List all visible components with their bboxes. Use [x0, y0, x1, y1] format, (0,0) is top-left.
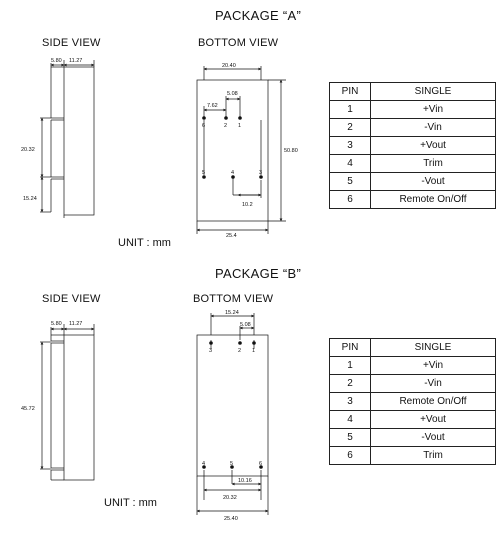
pin-number: 5 — [230, 461, 234, 467]
pin-cell: 2 — [330, 375, 371, 393]
pin-number: 6 — [202, 123, 206, 129]
package-b-bottom-view-label: BOTTOM VIEW — [193, 293, 274, 305]
table-row — [330, 411, 496, 429]
function-cell: Trim — [371, 155, 496, 173]
pin-cell: 6 — [330, 447, 371, 465]
function-cell: -Vout — [371, 429, 496, 447]
table-row — [330, 173, 496, 191]
dim-label: 20.40 — [222, 63, 236, 69]
dim-label: 20.32 — [21, 147, 35, 153]
pin-cell: 1 — [330, 101, 371, 119]
pin-cell: 3 — [330, 393, 371, 411]
pin-number: 4 — [202, 461, 206, 467]
pin-cell: 6 — [330, 191, 371, 209]
package-b-bottom-view-drawing — [197, 313, 268, 515]
dim-label: 5.08 — [240, 322, 251, 328]
column-header-pin: PIN — [330, 83, 371, 101]
pin-cell: 4 — [330, 155, 371, 173]
package-b-pin-table — [329, 338, 496, 465]
pin-cell: 5 — [330, 429, 371, 447]
dim-label: 15.24 — [225, 310, 239, 316]
pin-number: 5 — [202, 170, 206, 176]
table-row — [330, 119, 496, 137]
dim-label: 25.40 — [224, 516, 238, 522]
column-header-pin: PIN — [330, 339, 371, 357]
pin-dot — [238, 116, 242, 120]
pin-number: 2 — [224, 123, 228, 129]
dim-label: 10.16 — [238, 478, 252, 484]
dim-label: 11.27 — [69, 321, 83, 327]
pin-dot — [252, 341, 256, 345]
function-cell: +Vout — [371, 411, 496, 429]
dim-label: 45.72 — [21, 406, 35, 412]
package-a-bottom-view-drawing — [197, 66, 286, 234]
package-b-title: PACKAGE “B” — [215, 266, 302, 281]
pin-dot — [238, 341, 242, 345]
package-a-side-view-label: SIDE VIEW — [42, 37, 101, 49]
function-cell: +Vout — [371, 137, 496, 155]
pin-number: 1 — [238, 123, 242, 129]
dim-label: 5.80 — [51, 58, 62, 64]
table-row — [330, 155, 496, 173]
function-cell: -Vin — [371, 375, 496, 393]
package-b-side-view-label: SIDE VIEW — [42, 293, 101, 305]
pin-dot — [224, 116, 228, 120]
package-b-side-view-drawing — [40, 324, 94, 480]
table-row — [330, 191, 496, 209]
package-a-unit: UNIT : mm — [118, 237, 171, 249]
dim-label: 50.80 — [284, 148, 298, 154]
pin-number: 2 — [238, 348, 242, 354]
table-row — [330, 447, 496, 465]
dim-label: 5.80 — [51, 321, 62, 327]
pin-cell: 5 — [330, 173, 371, 191]
dim-label: 15.24 — [23, 196, 37, 202]
pin-cell: 2 — [330, 119, 371, 137]
column-header-single: SINGLE — [371, 83, 496, 101]
table-header-row — [330, 83, 496, 101]
function-cell: -Vin — [371, 119, 496, 137]
table-header-row — [330, 339, 496, 357]
pin-dot — [202, 116, 206, 120]
table-row — [330, 137, 496, 155]
function-cell: -Vout — [371, 173, 496, 191]
pin-cell: 4 — [330, 411, 371, 429]
dim-label: 7.62 — [207, 103, 218, 109]
package-b-unit: UNIT : mm — [104, 497, 157, 509]
pin-cell: 1 — [330, 357, 371, 375]
function-cell: +Vin — [371, 101, 496, 119]
dim-label: 11.27 — [69, 58, 83, 64]
package-a-title: PACKAGE “A” — [215, 8, 302, 23]
table-row — [330, 429, 496, 447]
pin-number: 4 — [231, 170, 235, 176]
package-a-side-view-drawing — [40, 60, 94, 218]
function-cell: +Vin — [371, 357, 496, 375]
dim-label: 20.32 — [223, 495, 237, 501]
pin-cell: 3 — [330, 137, 371, 155]
pin-number: 3 — [209, 348, 213, 354]
pin-number: 3 — [259, 170, 263, 176]
table-row — [330, 357, 496, 375]
function-cell: Trim — [371, 447, 496, 465]
pin-dot — [209, 341, 213, 345]
pin-number: 1 — [252, 348, 256, 354]
table-row — [330, 393, 496, 411]
pin-number: 6 — [259, 461, 263, 467]
function-cell: Remote On/Off — [371, 191, 496, 209]
column-header-single: SINGLE — [371, 339, 496, 357]
package-a-pin-table — [329, 82, 496, 209]
dim-label: 10.2 — [242, 202, 253, 208]
package-a-bottom-view-label: BOTTOM VIEW — [198, 37, 279, 49]
dim-label: 25.4 — [226, 233, 237, 239]
function-cell: Remote On/Off — [371, 393, 496, 411]
table-row — [330, 101, 496, 119]
table-row — [330, 375, 496, 393]
dim-label: 5.08 — [227, 91, 238, 97]
